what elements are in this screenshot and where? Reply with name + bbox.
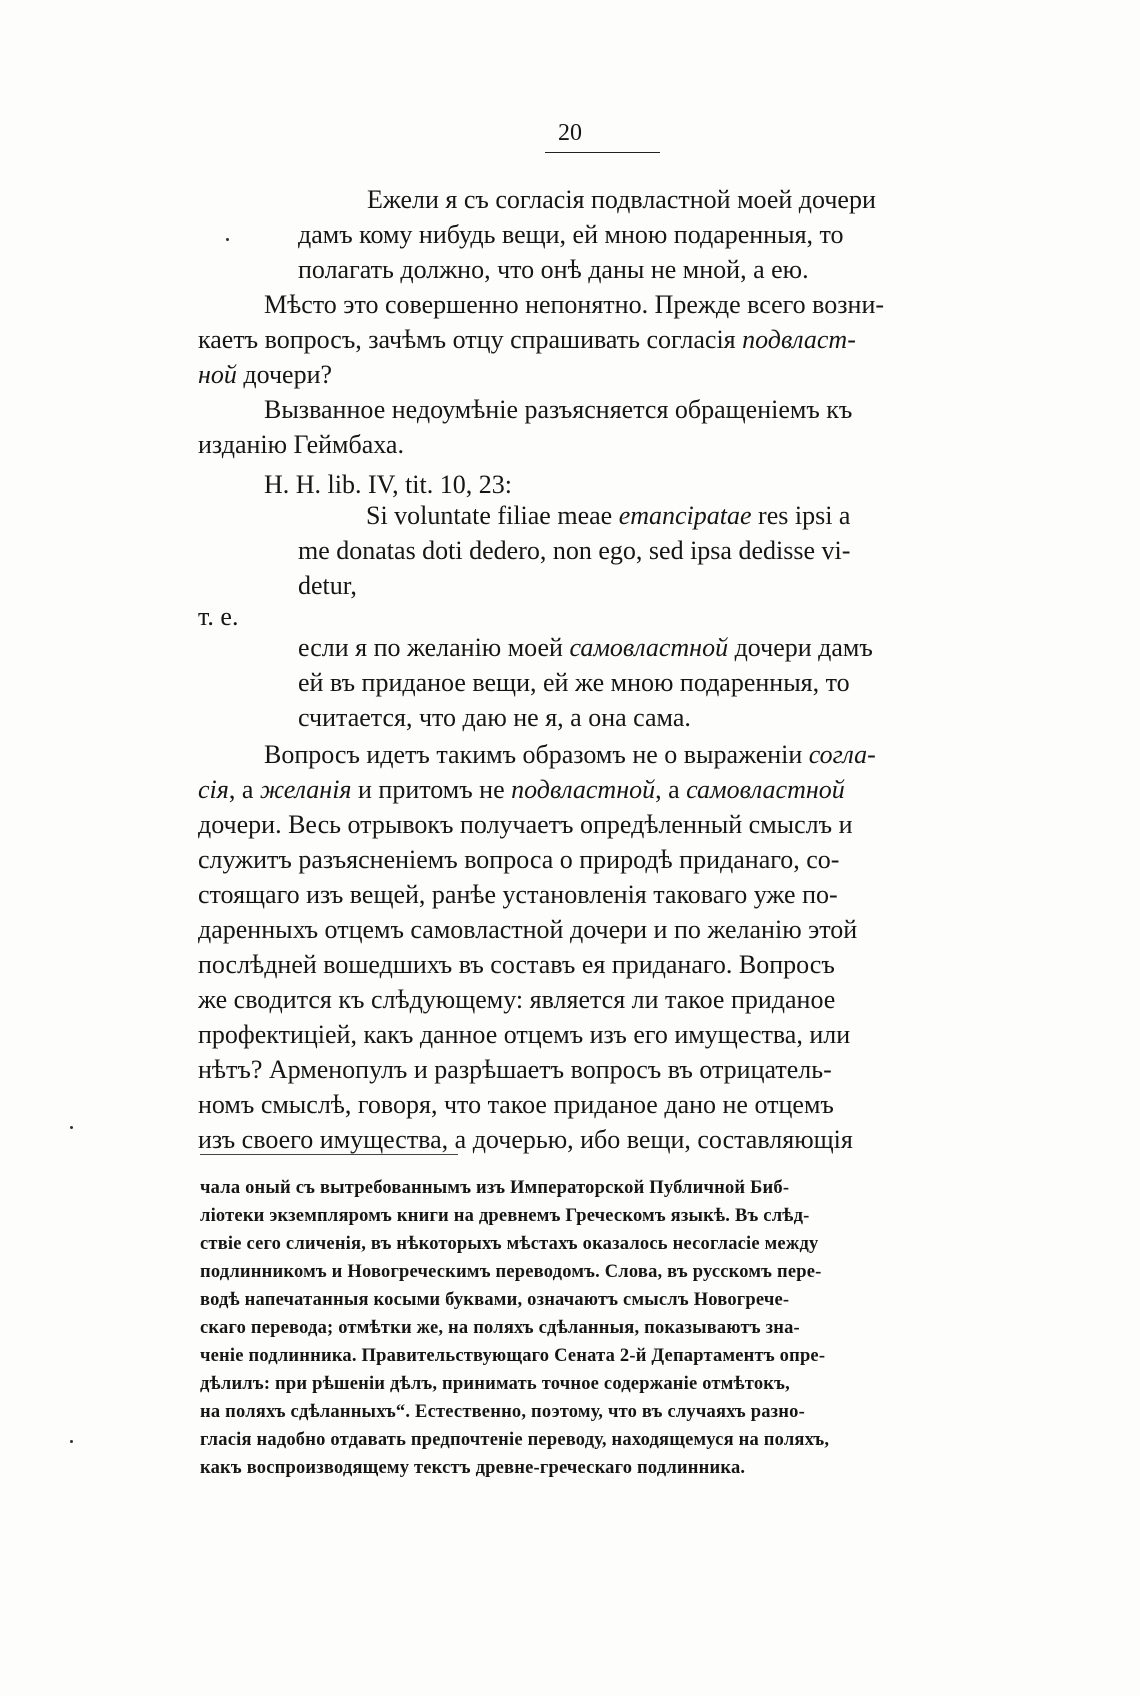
citation: H. H. lib. IV, tit. 10, 23: bbox=[264, 470, 512, 499]
emphasis: emancipatae bbox=[618, 501, 752, 530]
text-run: res ipsi a bbox=[751, 501, 851, 530]
quote-ru-line: полагать должно, что онѣ даны не мной, а ею. bbox=[298, 255, 809, 284]
header-rule bbox=[545, 152, 660, 153]
scan-speck bbox=[70, 1440, 73, 1443]
paragraph-line: нѣтъ? Арменопулъ и разрѣшаетъ вопросъ въ отрицатель- bbox=[198, 1055, 832, 1084]
footnote-line: дѣлилъ: при рѣшеніи дѣлъ, принимать точное содержаніе отмѣтокъ, bbox=[200, 1374, 790, 1394]
quote-la-line: detur, bbox=[298, 571, 357, 600]
footnote-line: какъ воспроизводящему текстъ древне-греческаго подлинника. bbox=[200, 1458, 746, 1478]
footnote-line: ліотеки экземпляромъ книги на древнемъ Греческомъ языкѣ. Въ слѣд- bbox=[200, 1206, 810, 1226]
paragraph-line: Вызванное недоумѣніе разъясняется обращеніемъ къ bbox=[264, 395, 853, 424]
paragraph-line: номъ смыслѣ, говоря, что такое приданое дано не отцемъ bbox=[198, 1090, 834, 1119]
text-run: Si voluntate filiae meae bbox=[366, 501, 619, 530]
emphasis: подвластной bbox=[511, 775, 656, 804]
text-run: , а bbox=[228, 775, 260, 804]
paragraph-line: служитъ разъясненіемъ вопроса о природѣ приданаго, со- bbox=[198, 845, 840, 874]
footnote-line: водѣ напечатанныя косыми буквами, означаютъ смыслъ Новогрече- bbox=[200, 1290, 790, 1310]
emphasis: желанія bbox=[259, 775, 352, 804]
footnote-line: чала оный съ вытребованнымъ изъ Императорской Публичной Биб- bbox=[200, 1178, 790, 1198]
paragraph-line bbox=[198, 774, 845, 806]
text-run: дочери? bbox=[236, 360, 333, 389]
paragraph-line bbox=[264, 739, 876, 771]
quote-ru-line: Ежели я съ согласія подвластной моей дочери bbox=[367, 185, 876, 214]
footnote-line: гласія надобно отдавать предпочтеніе переводу, находящемуся на поляхъ, bbox=[200, 1430, 830, 1450]
te-label: т. е. bbox=[198, 602, 239, 631]
footnote-line: скаго перевода; отмѣтки же, на поляхъ сдѣланныя, показываютъ зна- bbox=[200, 1318, 800, 1338]
scan-speck bbox=[226, 238, 229, 241]
emphasis: самовластной bbox=[569, 633, 729, 662]
paragraph-line: стоящаго изъ вещей, ранѣе установленія таковаго уже по- bbox=[198, 880, 838, 909]
paragraph-line: дочери. Весь отрывокъ получаетъ опредѣленный смыслъ и bbox=[198, 810, 853, 839]
emphasis: согла- bbox=[808, 740, 876, 769]
paragraph-line: изъ своего имущества, а дочерью, ибо вещи, составляющія bbox=[198, 1125, 853, 1154]
footnote-line: ченіе подлинника. Правительствующаго Сената 2-й Департаментъ опре- bbox=[200, 1346, 826, 1366]
footnote-line: на поляхъ сдѣланныхъ“. Естественно, поэтому, что въ случаяхъ разно- bbox=[200, 1402, 805, 1422]
scan-speck bbox=[70, 1126, 73, 1129]
emphasis: самовластной bbox=[686, 775, 845, 804]
paragraph-line: даренныхъ отцемъ самовластной дочери и по желанію этой bbox=[198, 915, 858, 944]
translation-line: считается, что даю не я, а она сама. bbox=[298, 703, 691, 732]
paragraph-line: же сводится къ слѣдующему: является ли такое приданое bbox=[198, 985, 836, 1014]
emphasis: ной bbox=[198, 360, 237, 389]
page-number: 20 bbox=[558, 120, 582, 146]
footnote-line: ствіе сего сличенія, въ нѣкоторыхъ мѣстахъ оказалось несогласіе между bbox=[200, 1234, 819, 1254]
footnote-line: подлинникомъ и Новогреческимъ переводомъ. Слова, въ русскомъ пере- bbox=[200, 1262, 822, 1282]
footnote-rule bbox=[200, 1154, 458, 1155]
quote-la-line bbox=[366, 500, 850, 532]
text-run: дочери дамъ bbox=[728, 633, 873, 662]
paragraph-line bbox=[198, 359, 332, 391]
text-run: , а bbox=[655, 775, 687, 804]
emphasis: сія bbox=[198, 775, 229, 804]
text-run: Вопросъ идетъ такимъ образомъ не о выраженіи bbox=[264, 740, 809, 769]
text-run: каетъ вопросъ, зачѣмъ отцу спрашивать согласія bbox=[198, 325, 743, 354]
text-run: и притомъ не bbox=[351, 775, 512, 804]
paragraph-line: изданію Геймбаха. bbox=[198, 430, 404, 459]
quote-ru-line: дамъ кому нибудь вещи, ей мною подаренныя, то bbox=[298, 220, 844, 249]
emphasis: подвласт- bbox=[742, 325, 856, 354]
translation-line: ей въ приданое вещи, ей же мною подаренныя, то bbox=[298, 668, 850, 697]
quote-la-line: me donatas doti dedero, non ego, sed ipsa dedisse vi- bbox=[298, 536, 851, 565]
text-run: если я по желанію моей bbox=[298, 633, 570, 662]
translation-line bbox=[298, 632, 873, 664]
paragraph-line: послѣдней вошедшихъ въ составъ ея приданаго. Вопросъ bbox=[198, 950, 835, 979]
paragraph-line: Мѣсто это совершенно непонятно. Прежде всего возни- bbox=[264, 290, 885, 319]
paragraph-line bbox=[198, 324, 856, 356]
paragraph-line: профектиціей, какъ данное отцемъ изъ его имущества, или bbox=[198, 1020, 851, 1049]
